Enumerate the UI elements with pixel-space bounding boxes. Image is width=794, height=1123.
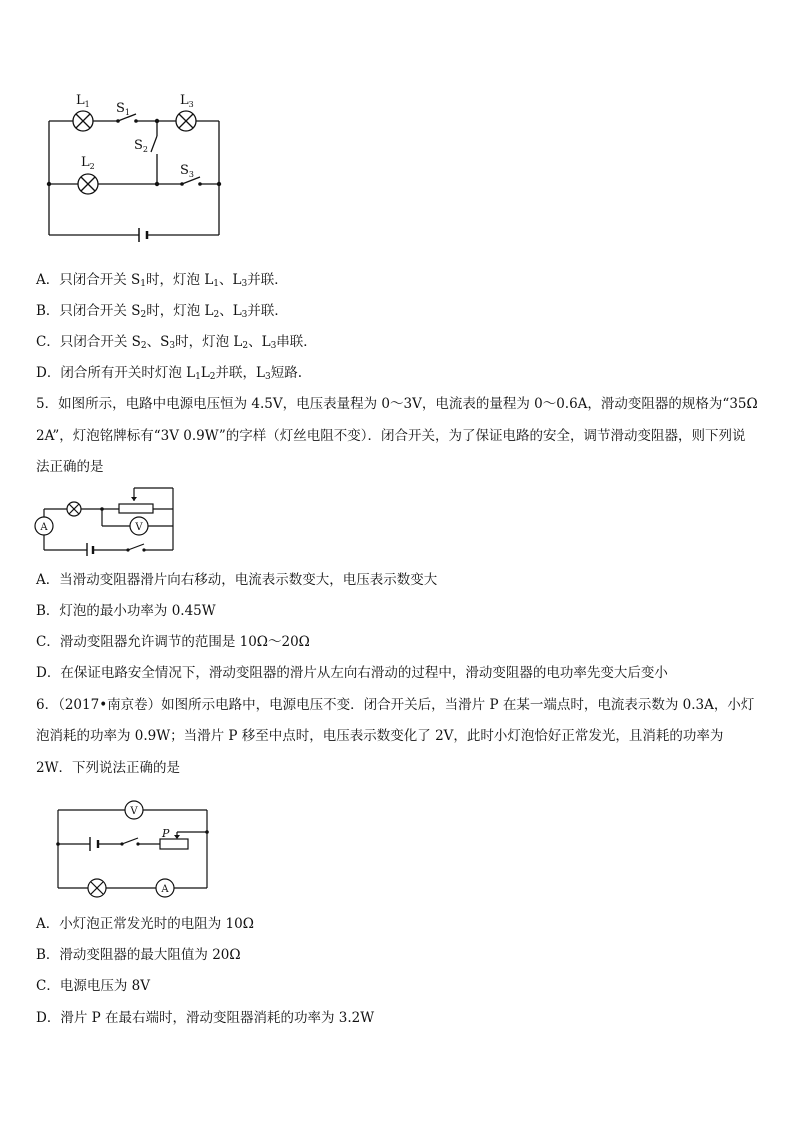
svg-text:L3: $L_3$ [180,93,194,109]
q6-option-d: D．滑片 P 在最右端时，滑动变阻器消耗的功率为 3.2W [36,1010,375,1026]
q4-option-c: C．只闭合开关 $S_2$、$S_3$时，灯泡 $L_2$、$L_3$串联． [36,334,317,351]
svg-text:A: A [40,522,48,533]
circuit-diagram-q4 [40,88,230,248]
q5-stem-line-1: 5．如图所示，电路中电源电压恒为 4.5V，电压表量程为 0～3V，电流表的量程为 0～0.6A，滑动变阻器的规格为“35Ω [36,396,758,412]
svg-text:S2: $S_2$ [134,138,148,154]
voltmeter-q6 [125,801,143,819]
ammeter-q5 [35,517,53,535]
voltmeter-q5 [130,517,148,535]
slider-p-label: P [162,827,170,840]
q5-stem-line-2: 2A”，灯泡铭牌标有“3V 0.9W”的字样（灯丝电阻不变）．闭合开关，为了保证电路的安全，调节滑动变阻器，则下列说 [36,428,746,444]
ammeter-q6 [156,879,174,897]
svg-text:S3: $S_3$ [180,163,194,179]
lamp-L1 [73,111,93,131]
lamp-L3 [176,111,196,131]
svg-text:L1: $L_1$ [76,93,90,109]
svg-text:S1: $S_1$ [116,101,130,117]
q5-option-c: C．滑动变阻器允许调节的范围是 10Ω～20Ω [36,634,310,650]
svg-text:L2: $L_2$ [81,155,95,171]
q6-option-c: C．电源电压为 8V [36,978,150,994]
q6-option-a: A．小灯泡正常发光时的电阻为 10Ω [36,916,254,932]
q5-option-d: D．在保证电路安全情况下，滑动变阻器的滑片从左向右滑动的过程中，滑动变阻器的电功率先变大后变小 [36,665,668,681]
q6-stem-line-3: 2W．下列说法正确的是 [36,760,180,776]
q4-option-a: A．只闭合开关 $S_1$时，灯泡 $L_1$、$L_3$并联． [36,272,288,289]
svg-text:V: V [130,806,138,817]
lamp-L2 [78,174,98,194]
lamp-q6 [88,879,106,897]
q4-option-d: D．闭合所有开关时灯泡 $L_1L_2$并联，$L_3$短路. [36,365,303,382]
q6-option-b: B．滑动变阻器的最大阻值为 20Ω [36,947,241,963]
q5-option-a: A．当滑动变阻器滑片向右移动，电流表示数变大，电压表示数变大 [36,572,438,588]
svg-text:V: V [135,522,143,533]
circuit-diagram-q6 [52,792,214,898]
lamp-q5 [67,502,81,516]
q5-stem-line-3: 法正确的是 [36,459,104,475]
svg-text:A: A [161,884,169,895]
q5-option-b: B．灯泡的最小功率为 0.45W [36,603,216,619]
q6-stem-line-1: 6．（2017•南京卷）如图所示电路中，电源电压不变．闭合开关后，当滑片 P 在某一端点时，电流表示数为 0.3A，小灯 [36,697,755,713]
q4-option-b: B．只闭合开关 $S_2$时，灯泡 $L_2$、$L_3$并联． [36,303,288,320]
circuit-diagram-q5 [30,484,180,556]
q6-stem-line-2: 泡消耗的功率为 0.9W；当滑片 P 移至中点时，电压表示数变化了 2V，此时小灯泡恰好正常发光，且消耗的功率为 [36,728,724,744]
